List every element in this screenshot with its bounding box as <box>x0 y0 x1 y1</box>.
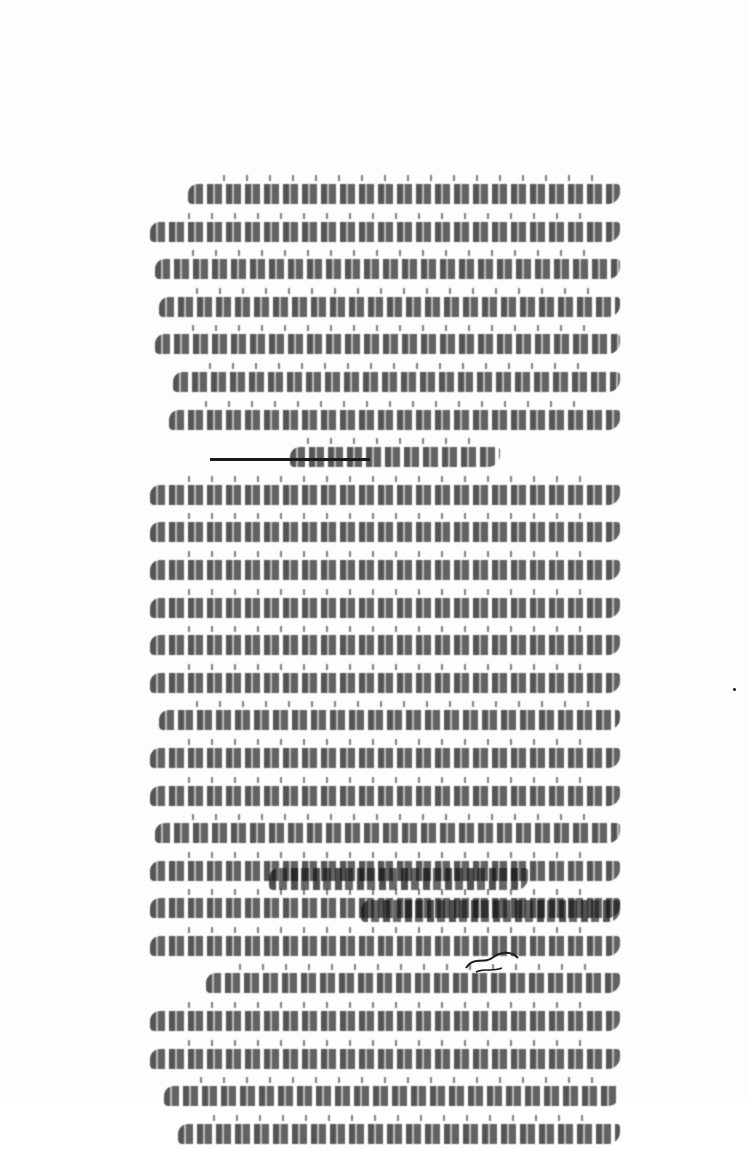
manuscript-line-8 <box>150 439 620 477</box>
handwriting-stroke <box>150 560 620 580</box>
handwriting-stroke <box>159 297 620 317</box>
handwriting-stroke <box>150 1049 620 1069</box>
handwriting-stroke <box>188 184 620 204</box>
manuscript-line-17 <box>150 778 620 816</box>
manuscript-line-1 <box>150 176 620 214</box>
handwriting-stroke <box>150 936 620 956</box>
manuscript-line-26 <box>150 1116 620 1153</box>
handwriting-stroke <box>173 372 620 392</box>
ink-speck <box>733 688 736 691</box>
handwriting-stroke <box>150 673 620 693</box>
handwriting-stroke <box>155 259 620 279</box>
manuscript-line-18 <box>150 815 620 853</box>
handwriting-stroke <box>290 447 500 467</box>
manuscript-line-16 <box>150 740 620 778</box>
handwriting-stroke <box>150 748 620 768</box>
handwriting-stroke <box>159 710 620 730</box>
manuscript-colophon-line-2 <box>361 900 620 922</box>
manuscript-line-6 <box>150 364 620 402</box>
handwriting-stroke <box>164 1086 620 1106</box>
manuscript-line-12 <box>150 590 620 628</box>
manuscript-line-2 <box>150 214 620 252</box>
manuscript-line-22 <box>150 965 620 1003</box>
handwriting-stroke <box>150 222 620 242</box>
manuscript-text-block <box>150 176 620 1153</box>
handwriting-stroke <box>178 1124 620 1144</box>
manuscript-line-23 <box>150 1003 620 1041</box>
manuscript-line-10 <box>150 514 620 552</box>
manuscript-line-15 <box>150 702 620 740</box>
manuscript-line-3 <box>150 251 620 289</box>
manuscript-line-9 <box>150 477 620 515</box>
manuscript-colophon-line-1 <box>269 868 528 890</box>
handwriting-stroke <box>150 598 620 618</box>
heading-marker <box>619 439 620 440</box>
handwriting-stroke <box>150 485 620 505</box>
manuscript-line-11 <box>150 552 620 590</box>
manuscript-line-13 <box>150 627 620 665</box>
handwriting-stroke <box>150 635 620 655</box>
closing-flourish-icon <box>462 938 522 976</box>
manuscript-line-14 <box>150 665 620 703</box>
manuscript-line-24 <box>150 1041 620 1079</box>
handwriting-stroke <box>150 522 620 542</box>
manuscript-line-25 <box>150 1078 620 1116</box>
handwriting-stroke <box>155 334 620 354</box>
manuscript-line-4 <box>150 289 620 327</box>
manuscript-line-21 <box>150 928 620 966</box>
handwriting-stroke <box>206 973 620 993</box>
handwriting-stroke <box>155 823 620 843</box>
handwriting-stroke <box>150 786 620 806</box>
manuscript-line-7 <box>150 402 620 440</box>
handwriting-stroke <box>169 410 620 430</box>
heading-rule <box>210 458 370 461</box>
handwriting-stroke <box>150 1011 620 1031</box>
manuscript-line-5 <box>150 326 620 364</box>
